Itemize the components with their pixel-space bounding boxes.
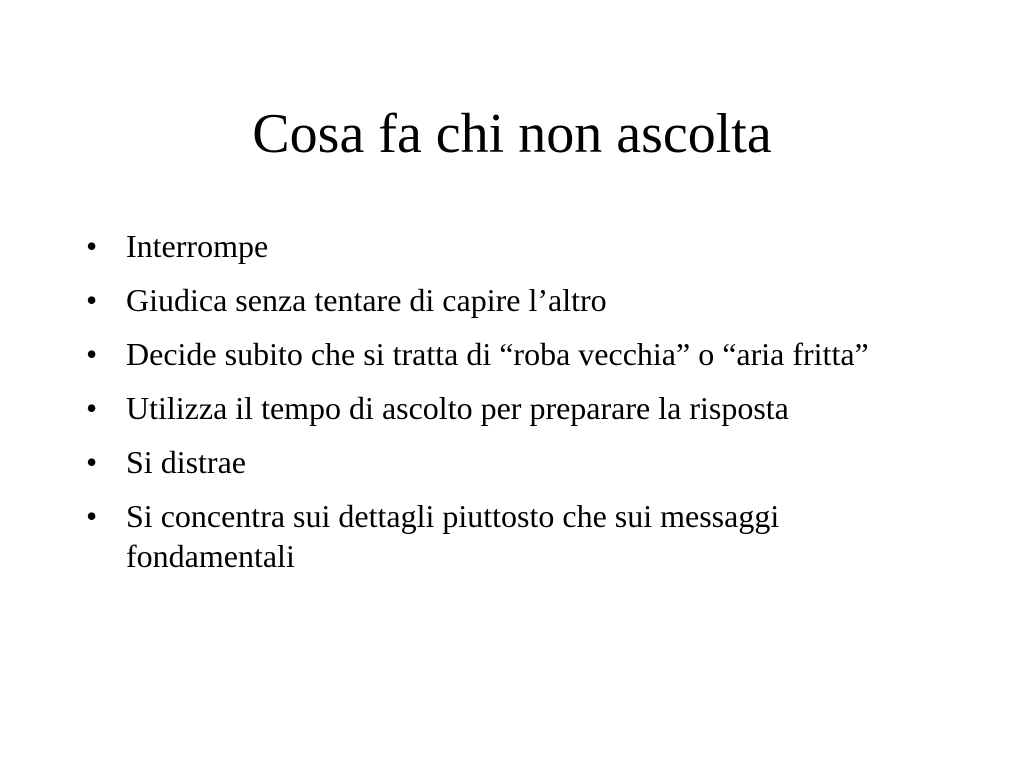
bullet-icon: • bbox=[86, 228, 98, 264]
bullet-item-interrompe bbox=[84, 226, 904, 266]
bullet-icon: • bbox=[86, 336, 98, 372]
bullet-list bbox=[84, 226, 904, 590]
bullet-item-giudica bbox=[84, 280, 904, 320]
slide-title: Cosa fa chi non ascolta bbox=[252, 103, 772, 165]
bullet-text: Si concentra sui dettagli piuttosto che sui messaggi fondamentali bbox=[126, 498, 780, 574]
bullet-item-decide bbox=[84, 334, 904, 374]
bullet-icon: • bbox=[86, 498, 98, 534]
bullet-item-utilizza bbox=[84, 388, 904, 428]
bullet-item-concentra bbox=[84, 496, 904, 576]
bullet-text: Si distrae bbox=[126, 444, 246, 480]
bullet-icon: • bbox=[86, 282, 98, 318]
bullet-text: Decide subito che si tratta di “roba vecchia” o “aria fritta” bbox=[126, 336, 869, 372]
bullet-icon: • bbox=[86, 444, 98, 480]
bullet-icon: • bbox=[86, 390, 98, 426]
bullet-text: Utilizza il tempo di ascolto per preparare la risposta bbox=[126, 390, 789, 426]
bullet-item-distrae bbox=[84, 442, 904, 482]
bullet-text: Giudica senza tentare di capire l’altro bbox=[126, 282, 607, 318]
bullet-text: Interrompe bbox=[126, 228, 269, 264]
